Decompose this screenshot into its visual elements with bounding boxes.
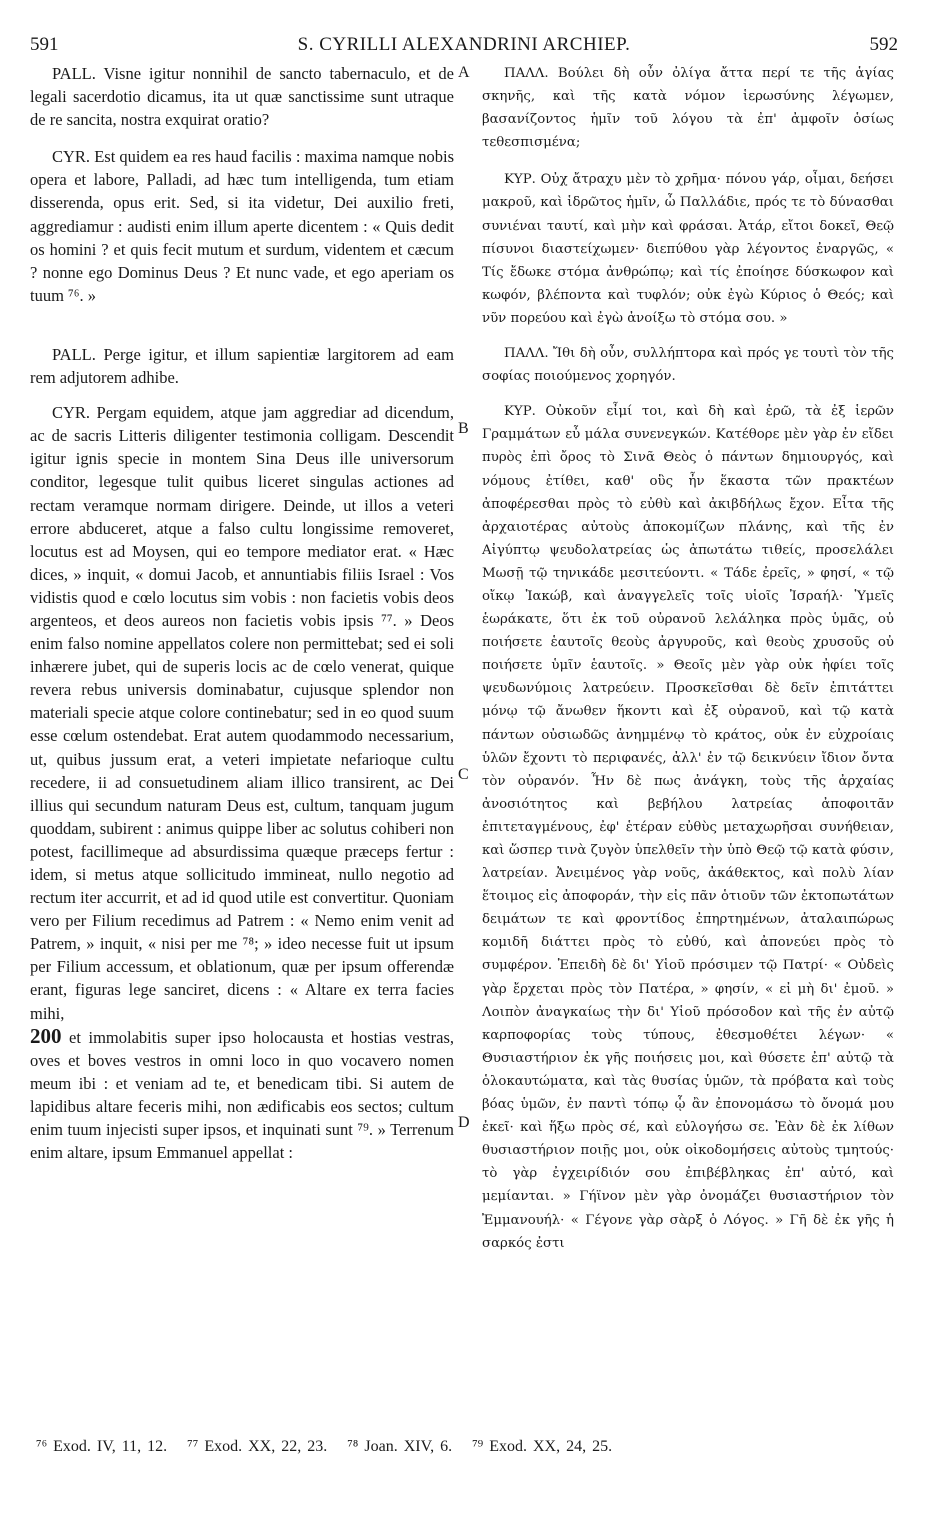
footnote: ⁷⁶ Exod. IV, 11, 12. xyxy=(36,1438,168,1455)
greek-paragraph: ΠΑΛΛ. Βούλει δὴ οὖν ὀλίγα ἄττα περί τε τῆς ἁγίας σκηνῆς, καὶ τῆς κατὰ νόμον ἱερωσύνης λέγωμεν, βασανίζοντος ἡμῖν τοῦ λόγου τὰ ἐπ' ἀμφοῖν ὁσίως τεθεσπισμένα; xyxy=(482,66,894,151)
margin-letter-a: A xyxy=(458,64,470,81)
greek-column xyxy=(482,62,894,1255)
greek-paragraph: ΚΥΡ. Οὐκοῦν εἶμί τοι, καὶ δὴ καὶ ἐρῶ, τὰ ἐξ ἱερῶν Γραμμάτων εὖ μάλα συνενεγκών. Κατέθορε μὲν γὰρ ἐν εἴδει πυρὸς ἐπὶ ὄρος τὸ Σινᾶ Θεὸς ὁ πάντων δημιουργός, καὶ νόμους ἐτίθει, καθ' οὓς ἦν ἕκαστα τῶν πρακτέων ἀποφέρεσθαι πρὸς τὸ εὐθὺ καὶ ἀκιβδήλως ἔχον. Εἶτα τῆς ἀρχαιοτέρας αὐτοὺς ἀποκομίζων πλάνης, καὶ τῆς ἐν Αἰγύπτῳ ψευδολατρείας ὡς ἀπωτάτω τιθείς, προσελάλει Μωσῇ τῷ τηνικάδε μεσιτεύοντι. « Τάδε ἐρεῖς, » φησί, « τῷ οἴκῳ Ἰακώβ, καὶ ἀναγγελεῖς τοῖς υἱοῖς Ἰσραήλ· Ὑμεῖς ἑωράκατε, ὅτι ἐκ τοῦ οὐρανοῦ λελάληκα πρὸς ὑμᾶς, οὐ ποιήσετε ἑαυτοῖς θεοὺς ἀργυροῦς, καὶ θεοὺς χρυσοῦς οὐ ποιήσετε ὑμῖν ἑαυτοῖς. » Θεοῖς μὲν γὰρ οὐκ ἠφίει τοῖς ψευδωνύμοις λατρεύειν. Προσκεῖσθαι δὲ δεῖν ἐπιτάττει μόνῳ τῷ ἄνωθεν ἥκοντι καὶ ἐξ οὐρανοῦ, καὶ τῷ κατὰ πάντων οὐσιωδῶς ἀνημμένῳ τὸ κράτος, οὐκ ἐν εὐχροίαις ὑλῶν ἔχοντι τὸ περιφανές, ἀλλ' ἐν τῷ δεικνύειν ἴδιον ὄντα τὸν οὐρανόν. Ἦν δὲ πως ἀνάγκη, τοὺς τῆς ἀρχαίας ἀνοσιότητος καὶ βεβήλου λατρείας ἀποφοιτᾶν ἐπιτεταγμένους, ἐφ' ἑτέραν εὐθὺς μεταχωρῆσαι συνήθειαν, καὶ ὥσπερ τινὰ ζυγὸν ὑπελθεῖν τὴν ὑπὸ Θεῷ τῷ κατὰ φύσιν, λατρείαν. Ἀνειμένος γὰρ νοῦς, ἀκάθεκτος, καὶ πολὺ λίαν ἕτοιμος εἰς ἀποφοράν, τὴν εἰς πᾶν ὁτιοῦν τῶν ἐκτοπωτάτων δειμάτων τε καὶ φροντίδος ἐπηρτημένων, ἀταλαιπώρως κομιδῆ διάττει πρὸς τὸ εὐθύ, καὶ ἀπονεύει πρὸς τὸ συμφέρον. Ἐπειδὴ δὲ δι' Υἱοῦ πρόσιμεν τῷ Πατρί· « Οὐδεὶς γὰρ ἔρχεται πρὸς τὸν Πατέρα, » φησίν, « εἰ μὴ δι' ἐμοῦ. » Λοιπὸν ἀναγκαίως τὴν δι' Υἱοῦ πρόσοδον καὶ τῆς ἐν αὐτῷ καρποφορίας τοὺς τύπους, ἐθεσμοθέτει λέγων· « Θυσιαστήριον ἐκ γῆς ποιήσεις μοι, καὶ θύσετε ἐπ' αὐτῷ τὰ ὁλοκαυτώματα, καὶ τὰς θυσίας ὑμῶν, τὰ πρόβατα καὶ τοὺς βόας ὑμῶν, ἐν παντὶ τόπῳ ᾧ ἂν ἐπονομάσω τὸ ὄνομά μου ἐκεῖ· καὶ ἥξω πρὸς σέ, καὶ εὐλογήσω σε. Ἐὰν δὲ ἐκ λίθων θυσιαστήριον ποιῇς μοι, οὐκ οἰκοδομήσεις αὐτοὺς τμητούς· τὸ γὰρ ἐγχειρίδιόν σου ἐπιβέβληκας ἐπ' αὐτό, καὶ μεμίανται. » Γήϊνον μὲν γὰρ ὀνομάζει θυσιαστήριον τὸν Ἐμμανουήλ· « Γέγονε γὰρ σὰρξ ὁ Λόγος. » Γῆ δὲ ἐκ γῆς ἡ σαρκός ἐστι xyxy=(482,404,894,1251)
greek-paragraph: ΚΥΡ. Οὐχ ἄτραχυ μὲν τὸ χρῆμα· πόνου γάρ, οἶμαι, δεήσει μακροῦ, καὶ ἱδρῶτος ἡμῖν, ὦ Παλλάδιε, πρός τε τὸ δύνασθαι συνιέναι ταυτί, καὶ μὴν καὶ φράσαι. Ἀτάρ, εἴτοι δοκεῖ, Θεῷ πίσυνοι διαστείχωμεν· διεπύθου γὰρ λέγοντος ἐναργῶς, « Τίς ἔδωκε στόμα ἀνθρώπῳ; καὶ τίς ἐποίησε δύσκωφον καὶ κωφόν, βλέποντα καὶ τυφλόν; οὐκ ἐγὼ Κύριος ὁ Θεός; καὶ νῦν πορεύου καὶ ἐγὼ ἀνοίξω τὸ στόμα σου. » xyxy=(482,172,894,326)
margin-letter-b: B xyxy=(458,420,469,437)
page-number-right: 592 xyxy=(869,34,898,55)
latin-paragraph: PALL. Perge igitur, et illum sapientiæ largitorem ad eam rem adjutorem adhibe. xyxy=(30,344,454,388)
latin-paragraph: CYR. Pergam equidem, atque jam aggrediar ad dicendum, ac de sacris Litteris diligenter testimonia colligam. Descendit igitur ignis specie in montem Sina Deus ille universorum conditor, legesque tulit quibus liceret singulas actiones ad rectam veramque normam dirigere. Deinde, ut illos a veteri errore abduceret, atque a falso cultu longissime removeret, locutus est ad Moysen, qui eo tempore mediator erat. « Hæc dices, » inquit, « domui Jacob, et annuntiabis filiis Israel : Vos vidistis quod e cœlo locutus sim vobis : non facietis vobis deos argenteos, et deos aureos non facietis vobis ipsis ⁷⁷. » Deos enim falso nomine appellatos colere non permittebat; sed ei soli inhærere jubet, qui de superis locis ac de cœlo venerat, quique revera rebus universis dominabatur, cujusque splendor non materiali specie atque colore continebatur; sed in eo quod suum esse cœlum ostendebat. Erat autem quodammodo necessarium, ut, quibus jussum erat, a veteri impietate nefarioque cultu recedere, ii ad consuetudinem aliam illico transirent, ac Dei illius qui secundum naturam Deus est, cultum, tanquam jugum quoddam, subirent : animus quippe liber ac solutus cohiberi non potest, facillimeque ad absurdissima quæque præceps fertur : idem, si metus atque sollicitudo immineat, nullo negotio ad rectum iter accurrit, et ad id quod utile est convertitur. Quoniam vero per Filium recedimus ad Patrem : « Nemo enim venit ad Patrem, » inquit, « nisi per me ⁷⁸; » ideo necesse fuit ut ipsum per Filium accessum, et oblationum, quæ per ipsum offerendæ erant, figuras lege sanciret, dicens : « Altare ex terra facies mihi, xyxy=(30,403,454,1023)
footnote: ⁷⁷ Exod. XX, 22, 23. xyxy=(187,1438,328,1455)
latin-paragraph-tail: et immolabitis super ipso holocausta et hostias vestras, oves et boves vestros in omni loco in quo vocavero nomen meum ibi : et veniam ad te, et benedicam tibi. Si autem de lapidibus altare feceris mihi, non ædificabis eos sectos; cultum enim tuum injecisti super ipsos, et inquinati sunt ⁷⁹. » Terrenum enim altare, ipsum Emmanuel appellat : xyxy=(30,1027,455,1163)
margin-letter-d: D xyxy=(458,1114,470,1131)
column-marker: 200 xyxy=(30,1023,62,1048)
greek-paragraph: ΠΑΛΛ. Ἴθι δὴ οὖν, συλλήπτορα καὶ πρός γε τουτὶ τὸν τῆς σοφίας ποιούμενος χορηγόν. xyxy=(482,346,894,385)
running-title: S. CYRILLI ALEXANDRINI ARCHIEP. xyxy=(297,34,631,55)
page-number-left: 591 xyxy=(30,34,59,55)
latin-column xyxy=(30,62,454,1164)
page-header xyxy=(30,34,898,64)
footnotes xyxy=(36,1438,626,1456)
latin-paragraph-continued xyxy=(30,1025,454,1165)
margin-letter-c: C xyxy=(458,766,469,783)
latin-paragraph: PALL. Visne igitur nonnihil de sancto tabernaculo, et de legali sacerdotio dicamus, ita ut quæ sanctissime sunt utraque de re sancita, nostra exquirat oratio? xyxy=(30,64,454,130)
latin-paragraph: CYR. Est quidem ea res haud facilis : maxima namque nobis opera et labore, Palladi, ad hæc tum intelligenda, tum etiam disserenda, opus erit. Sed, si ita videtur, Dei auxilio freti, aggrediamur : audisti enim illum aperte dicentem : « Quis dedit os homini ? et quis fecit mutum et surdum, videntem et cæcum ? nonne ego Dominus Deus ? Et nunc vade, et ego aperiam os tuum ⁷⁶. » xyxy=(30,147,454,305)
footnote: ⁷⁸ Joan. XIV, 6. xyxy=(347,1438,453,1455)
footnote: ⁷⁹ Exod. XX, 24, 25. xyxy=(472,1438,613,1455)
